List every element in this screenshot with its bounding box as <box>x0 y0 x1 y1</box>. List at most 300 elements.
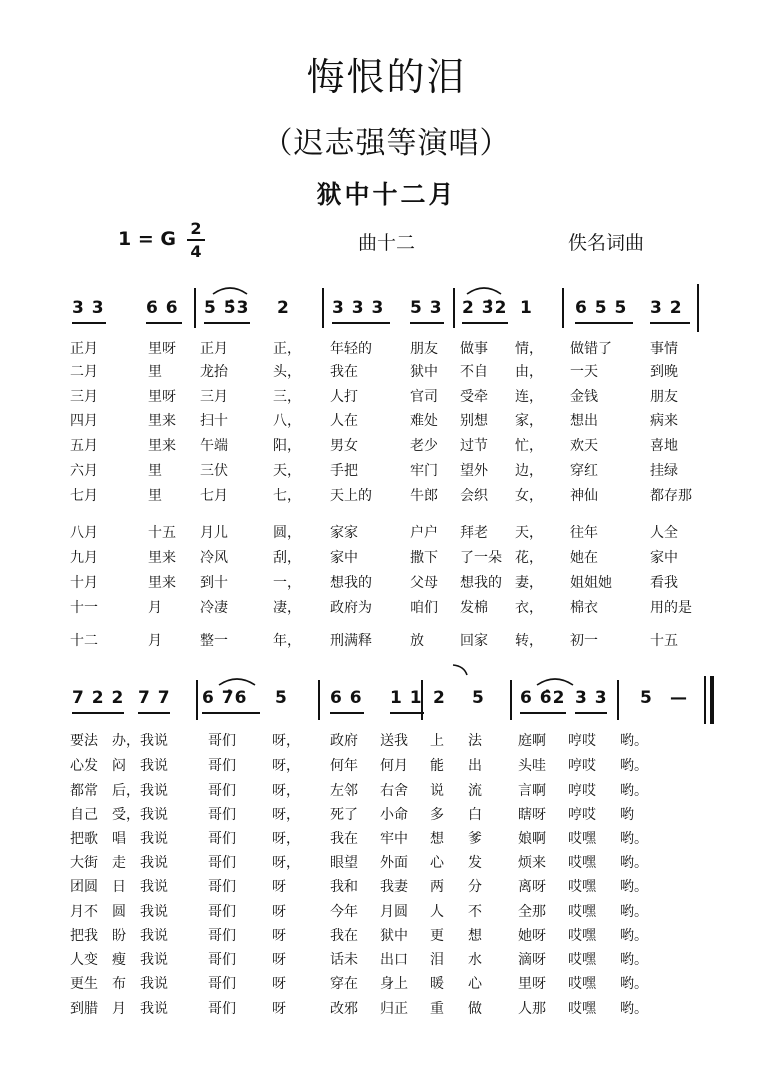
lyric-syllable: 正月 <box>70 341 98 357</box>
lyric-syllable: 身上 <box>380 976 408 992</box>
lyric-syllable: 连， <box>515 389 543 405</box>
lyric-syllable: 哎嘿 <box>568 952 596 968</box>
lyric-syllable: 年轻的 <box>330 341 372 357</box>
lyric-syllable: 扫十 <box>200 413 228 429</box>
lyric-syllable: 手把 <box>330 463 358 479</box>
note-group: 7 7 <box>138 688 171 708</box>
lyric-syllable: 十月 <box>70 575 98 591</box>
lyric-syllable: 哟。 <box>620 928 648 944</box>
key-signature: 1 = G <box>118 228 176 250</box>
lyric-syllable: 到腊 <box>70 1001 98 1017</box>
lyric-syllable: 想出 <box>570 413 598 429</box>
lyric-syllable: 两 <box>430 879 444 895</box>
lyric-syllable: 哎嘿 <box>568 928 596 944</box>
beam-underline <box>146 322 182 324</box>
beam-underline <box>520 712 566 714</box>
barline <box>562 288 564 328</box>
lyric-syllable: 做 <box>468 1001 482 1017</box>
lyric-syllable: 男女 <box>330 438 358 454</box>
lyric-syllable: 发 <box>468 855 482 871</box>
lyric-syllable: 三， <box>273 389 301 405</box>
lyric-syllable: 全那 <box>518 904 546 920</box>
lyric-syllable: 天， <box>515 525 543 541</box>
lyric-syllable: 人变 <box>70 952 98 968</box>
lyric-syllable: 咱们 <box>410 600 438 616</box>
time-signature <box>185 219 207 261</box>
lyric-syllable: 我说 <box>140 783 168 799</box>
lyric-syllable: 欢天 <box>570 438 598 454</box>
lyric-syllable: 户户 <box>410 525 438 541</box>
lyric-syllable: 我说 <box>140 733 168 749</box>
time-signature-numerator: 2 <box>190 219 202 238</box>
lyric-syllable: 后， <box>112 783 140 799</box>
lyric-syllable: 政府 <box>330 733 358 749</box>
lyric-syllable: 初一 <box>570 633 598 649</box>
end-barline <box>704 676 706 724</box>
lyric-syllable: 里 <box>148 488 162 504</box>
lyric-syllable: 我说 <box>140 1001 168 1017</box>
author-credit: 佚名词曲 <box>568 232 645 254</box>
lyric-syllable: 出口 <box>380 952 408 968</box>
lyric-syllable: 自己 <box>70 807 98 823</box>
note-group: 5 <box>472 688 485 708</box>
lyric-syllable: 大街 <box>70 855 98 871</box>
note-group: 3 3 3 <box>332 298 385 318</box>
note-group: 6 6 <box>330 688 363 708</box>
lyric-syllable: 凄， <box>273 600 301 616</box>
lyric-syllable: 她呀 <box>518 928 546 944</box>
note-group: 2 <box>277 298 290 318</box>
lyric-syllable: 年， <box>273 633 301 649</box>
lyric-syllable: 我说 <box>140 879 168 895</box>
lyric-syllable: 哼哎 <box>568 783 596 799</box>
lyric-syllable: 法 <box>468 733 482 749</box>
lyric-syllable: 狱中 <box>410 364 438 380</box>
lyric-syllable: 整一 <box>200 633 228 649</box>
lyric-syllable: 做事 <box>460 341 488 357</box>
lyric-syllable: 穿在 <box>330 976 358 992</box>
lyric-syllable: 哎嘿 <box>568 904 596 920</box>
end-barline-thick <box>710 676 714 724</box>
slur-mark <box>464 282 504 296</box>
slur-mark <box>216 673 258 687</box>
lyric-syllable: 哟。 <box>620 879 648 895</box>
lyric-syllable: 离呀 <box>518 879 546 895</box>
lyric-syllable: 家家 <box>330 525 358 541</box>
barline <box>318 680 320 720</box>
lyric-syllable: 午端 <box>200 438 228 454</box>
lyric-syllable: 要法 <box>70 733 98 749</box>
lyric-syllable: 呀 <box>272 952 286 968</box>
lyric-syllable: 九月 <box>70 550 98 566</box>
lyric-syllable: 哥们 <box>208 879 236 895</box>
lyric-syllable: 娘啊 <box>518 831 546 847</box>
lyric-syllable: 到十 <box>200 575 228 591</box>
beam-underline <box>462 322 508 324</box>
lyric-syllable: 边， <box>515 463 543 479</box>
lyric-syllable: 阳， <box>273 438 301 454</box>
barline <box>510 680 512 720</box>
lyric-syllable: 往年 <box>570 525 598 541</box>
lyric-syllable: 我在 <box>330 831 358 847</box>
note-group: 6 7̂6 <box>202 688 248 708</box>
slur-mark <box>534 673 576 687</box>
lyric-syllable: 用的是 <box>650 600 692 616</box>
lyric-syllable: 我说 <box>140 758 168 774</box>
lyric-syllable: 月不 <box>70 904 98 920</box>
lyric-syllable: 归正 <box>380 1001 408 1017</box>
lyric-syllable: 人全 <box>650 525 678 541</box>
barline <box>617 680 619 720</box>
lyric-syllable: 哟。 <box>620 783 648 799</box>
lyric-syllable: 哥们 <box>208 855 236 871</box>
lyric-syllable: 呀， <box>272 855 300 871</box>
lyric-syllable: 哎嘿 <box>568 879 596 895</box>
lyric-syllable: 里呀 <box>148 341 176 357</box>
lyric-syllable: 难处 <box>410 413 438 429</box>
lyric-syllable: 右舍 <box>380 783 408 799</box>
lyric-syllable: 发棉 <box>460 600 488 616</box>
lyric-syllable: 不自 <box>460 364 488 380</box>
note-group: 5 5̂3 <box>204 298 250 318</box>
lyric-syllable: 何年 <box>330 758 358 774</box>
lyric-syllable: 望外 <box>460 463 488 479</box>
lyric-syllable: 哟。 <box>620 855 648 871</box>
lyric-syllable: 哟。 <box>620 831 648 847</box>
time-signature-denominator: 4 <box>190 242 202 261</box>
lyric-syllable: 分 <box>468 879 482 895</box>
lyric-syllable: 白 <box>468 807 482 823</box>
lyric-syllable: 里来 <box>148 550 176 566</box>
barline <box>453 288 455 328</box>
lyric-syllable: 十二 <box>70 633 98 649</box>
performer-subtitle: （迟志强等演唱） <box>262 126 511 161</box>
note-group: 3 3 <box>72 298 105 318</box>
lyric-syllable: 不 <box>468 904 482 920</box>
beam-underline <box>330 712 364 714</box>
lyric-syllable: 穿红 <box>570 463 598 479</box>
beam-underline <box>650 322 690 324</box>
lyric-syllable: 政府为 <box>330 600 372 616</box>
lyric-syllable: 哟 <box>620 807 634 823</box>
lyric-syllable: 受， <box>112 807 140 823</box>
lyric-syllable: 八， <box>273 413 301 429</box>
lyric-syllable: 官司 <box>410 389 438 405</box>
slur-mark <box>210 282 250 296</box>
lyric-syllable: 三伏 <box>200 463 228 479</box>
song-title: 悔恨的泪 <box>306 55 467 99</box>
lyric-syllable: 了一朵 <box>460 550 502 566</box>
lyric-syllable: 她在 <box>570 550 598 566</box>
lyric-syllable: 心 <box>430 855 444 871</box>
lyric-syllable: 七， <box>273 488 301 504</box>
lyric-syllable: 十五 <box>148 525 176 541</box>
lyric-syllable: 哥们 <box>208 733 236 749</box>
lyric-syllable: 哟。 <box>620 904 648 920</box>
lyric-syllable: 月 <box>112 1001 126 1017</box>
lyric-syllable: 说 <box>430 783 444 799</box>
lyric-syllable: 办， <box>112 733 140 749</box>
lyric-syllable: 哎嘿 <box>568 1001 596 1017</box>
barline <box>421 680 423 720</box>
lyric-syllable: 喜地 <box>650 438 678 454</box>
lyric-syllable: 都存那 <box>650 488 692 504</box>
lyric-syllable: 二月 <box>70 364 98 380</box>
beam-underline <box>575 322 633 324</box>
lyric-syllable: 由， <box>515 364 543 380</box>
lyric-syllable: 挂绿 <box>650 463 678 479</box>
lyric-syllable: 心 <box>468 976 482 992</box>
lyric-syllable: 把我 <box>70 928 98 944</box>
note-group: 6 6 <box>146 298 179 318</box>
lyric-syllable: 想我的 <box>460 575 502 591</box>
lyric-syllable: 棉衣 <box>570 600 598 616</box>
lyric-syllable: 十一 <box>70 600 98 616</box>
note-group: 5 <box>275 688 288 708</box>
barline <box>697 284 699 332</box>
lyric-syllable: 话未 <box>330 952 358 968</box>
lyric-syllable: 盼 <box>112 928 126 944</box>
lyric-syllable: 受牵 <box>460 389 488 405</box>
lyric-syllable: 天上的 <box>330 488 372 504</box>
beam-underline <box>72 322 106 324</box>
note-group: 5 <box>640 688 653 708</box>
lyric-syllable: 天， <box>273 463 301 479</box>
lyric-syllable: 里 <box>148 463 162 479</box>
note-group: 7 2 2 <box>72 688 125 708</box>
lyric-syllable: 妻， <box>515 575 543 591</box>
lyric-syllable: 哎嘿 <box>568 831 596 847</box>
lyric-syllable: 女， <box>515 488 543 504</box>
lyric-syllable: 事情 <box>650 341 678 357</box>
lyric-syllable: 十五 <box>650 633 678 649</box>
beam-underline <box>204 322 250 324</box>
lyric-syllable: 牛郎 <box>410 488 438 504</box>
lyric-syllable: 拜老 <box>460 525 488 541</box>
breath-mark <box>450 662 472 678</box>
lyric-syllable: 哟。 <box>620 1001 648 1017</box>
lyric-syllable: 把歌 <box>70 831 98 847</box>
lyric-syllable: 哼哎 <box>568 807 596 823</box>
lyric-syllable: 暖 <box>430 976 444 992</box>
lyric-syllable: 一天 <box>570 364 598 380</box>
lyric-syllable: 何月 <box>380 758 408 774</box>
beam-underline <box>390 712 424 714</box>
lyric-syllable: 冷风 <box>200 550 228 566</box>
lyric-syllable: 呀 <box>272 976 286 992</box>
lyric-syllable: 看我 <box>650 575 678 591</box>
lyric-syllable: 情， <box>515 341 543 357</box>
lyric-syllable: 家中 <box>330 550 358 566</box>
lyric-syllable: 哼哎 <box>568 733 596 749</box>
lyric-syllable: 朋友 <box>410 341 438 357</box>
lyric-syllable: 刑满释 <box>330 633 372 649</box>
lyric-syllable: 我说 <box>140 952 168 968</box>
lyric-syllable: 哥们 <box>208 904 236 920</box>
note-group: — <box>670 688 688 708</box>
lyric-syllable: 病来 <box>650 413 678 429</box>
lyric-syllable: 瞎呀 <box>518 807 546 823</box>
lyric-syllable: 呀 <box>272 879 286 895</box>
lyric-syllable: 闷 <box>112 758 126 774</box>
lyric-syllable: 呀， <box>272 733 300 749</box>
lyric-syllable: 撒下 <box>410 550 438 566</box>
lyric-syllable: 哟。 <box>620 976 648 992</box>
lyric-syllable: 我在 <box>330 928 358 944</box>
lyric-syllable: 四月 <box>70 413 98 429</box>
tune-label: 曲十二 <box>358 232 416 254</box>
note-group: 6 5 5 <box>575 298 628 318</box>
lyric-syllable: 一， <box>273 575 301 591</box>
lyric-syllable: 七月 <box>70 488 98 504</box>
lyric-syllable: 多 <box>430 807 444 823</box>
lyric-syllable: 泪 <box>430 952 444 968</box>
lyric-syllable: 月 <box>148 633 162 649</box>
lyric-syllable: 头， <box>273 364 301 380</box>
lyric-syllable: 正， <box>273 341 301 357</box>
lyric-syllable: 家， <box>515 413 543 429</box>
lyric-syllable: 更 <box>430 928 444 944</box>
lyric-syllable: 想 <box>430 831 444 847</box>
lyric-syllable: 烦来 <box>518 855 546 871</box>
lyric-syllable: 哥们 <box>208 758 236 774</box>
lyric-syllable: 家中 <box>650 550 678 566</box>
lyric-syllable: 日 <box>112 879 126 895</box>
lyric-syllable: 出 <box>468 758 482 774</box>
lyric-syllable: 姐姐她 <box>570 575 612 591</box>
lyric-syllable: 小命 <box>380 807 408 823</box>
lyric-syllable: 圆 <box>112 904 126 920</box>
lyric-syllable: 死了 <box>330 807 358 823</box>
lyric-syllable: 水 <box>468 952 482 968</box>
lyric-syllable: 哥们 <box>208 1001 236 1017</box>
lyric-syllable: 人在 <box>330 413 358 429</box>
lyric-syllable: 人那 <box>518 1001 546 1017</box>
note-group: 1 1 <box>390 688 423 708</box>
lyric-syllable: 到晚 <box>650 364 678 380</box>
lyric-syllable: 六月 <box>70 463 98 479</box>
lyric-syllable: 哟。 <box>620 733 648 749</box>
lyric-syllable: 哥们 <box>208 783 236 799</box>
lyric-syllable: 今年 <box>330 904 358 920</box>
lyric-syllable: 里 <box>148 364 162 380</box>
lyric-syllable: 我说 <box>140 976 168 992</box>
lyric-syllable: 月儿 <box>200 525 228 541</box>
beam-underline <box>332 322 390 324</box>
lyric-syllable: 我和 <box>330 879 358 895</box>
beam-underline <box>410 322 444 324</box>
lyric-syllable: 想我的 <box>330 575 372 591</box>
lyric-syllable: 眼望 <box>330 855 358 871</box>
lyric-syllable: 团圆 <box>70 879 98 895</box>
lyric-syllable: 呀 <box>272 904 286 920</box>
lyric-syllable: 别想 <box>460 413 488 429</box>
lyric-syllable: 里来 <box>148 438 176 454</box>
lyric-syllable: 父母 <box>410 575 438 591</box>
note-group: 6 6̂2 <box>520 688 566 708</box>
lyric-syllable: 金钱 <box>570 389 598 405</box>
lyric-syllable: 我说 <box>140 904 168 920</box>
time-signature-line <box>187 239 205 241</box>
lyric-syllable: 做错了 <box>570 341 612 357</box>
lyric-syllable: 心发 <box>70 758 98 774</box>
lyric-syllable: 爹 <box>468 831 482 847</box>
lyric-syllable: 送我 <box>380 733 408 749</box>
lyric-syllable: 能 <box>430 758 444 774</box>
lyric-syllable: 里呀 <box>148 389 176 405</box>
lyric-syllable: 五月 <box>70 438 98 454</box>
lyric-syllable: 衣， <box>515 600 543 616</box>
lyric-syllable: 呀， <box>272 831 300 847</box>
lyric-syllable: 滴呀 <box>518 952 546 968</box>
lyric-syllable: 呀， <box>272 758 300 774</box>
note-group: 5 3 <box>410 298 443 318</box>
lyric-syllable: 哥们 <box>208 831 236 847</box>
lyric-syllable: 哥们 <box>208 976 236 992</box>
lyric-syllable: 哟。 <box>620 952 648 968</box>
lyric-syllable: 转， <box>515 633 543 649</box>
lyric-syllable: 重 <box>430 1001 444 1017</box>
lyric-syllable: 我说 <box>140 928 168 944</box>
lyric-syllable: 人打 <box>330 389 358 405</box>
lyric-syllable: 哎嘿 <box>568 976 596 992</box>
note-group: 3 3 <box>575 688 608 708</box>
lyric-syllable: 哥们 <box>208 807 236 823</box>
lyric-syllable: 三月 <box>70 389 98 405</box>
lyric-syllable: 更生 <box>70 976 98 992</box>
lyric-syllable: 改邪 <box>330 1001 358 1017</box>
lyric-syllable: 我说 <box>140 831 168 847</box>
lyric-syllable: 庭啊 <box>518 733 546 749</box>
beam-underline <box>72 712 124 714</box>
lyric-syllable: 我说 <box>140 807 168 823</box>
lyric-syllable: 七月 <box>200 488 228 504</box>
lyric-syllable: 三月 <box>200 389 228 405</box>
lyric-syllable: 正月 <box>200 341 228 357</box>
lyric-syllable: 放 <box>410 633 424 649</box>
lyric-syllable: 神仙 <box>570 488 598 504</box>
lyric-syllable: 忙， <box>515 438 543 454</box>
lyric-syllable: 回家 <box>460 633 488 649</box>
lyric-syllable: 月圆 <box>380 904 408 920</box>
lyric-syllable: 瘦 <box>112 952 126 968</box>
lyric-syllable: 哎嘿 <box>568 855 596 871</box>
barline <box>194 288 196 328</box>
lyric-syllable: 花， <box>515 550 543 566</box>
lyric-syllable: 呀 <box>272 1001 286 1017</box>
lyric-syllable: 哥们 <box>208 952 236 968</box>
lyric-syllable: 朋友 <box>650 389 678 405</box>
beam-underline <box>202 712 260 714</box>
lyric-syllable: 我妻 <box>380 879 408 895</box>
lyric-syllable: 呀 <box>272 928 286 944</box>
barline <box>322 288 324 328</box>
lyric-syllable: 都常 <box>70 783 98 799</box>
lyric-syllable: 牢门 <box>410 463 438 479</box>
lyric-syllable: 狱中 <box>380 928 408 944</box>
lyric-syllable: 流 <box>468 783 482 799</box>
lyric-syllable: 走 <box>112 855 126 871</box>
lyric-syllable: 想 <box>468 928 482 944</box>
lyric-syllable: 刮， <box>273 550 301 566</box>
lyric-syllable: 里来 <box>148 413 176 429</box>
lyric-syllable: 人 <box>430 904 444 920</box>
lyric-syllable: 老少 <box>410 438 438 454</box>
lyric-syllable: 哟。 <box>620 758 648 774</box>
lyric-syllable: 冷凄 <box>200 600 228 616</box>
beam-underline <box>138 712 170 714</box>
note-group: 2 3̂2 <box>462 298 508 318</box>
